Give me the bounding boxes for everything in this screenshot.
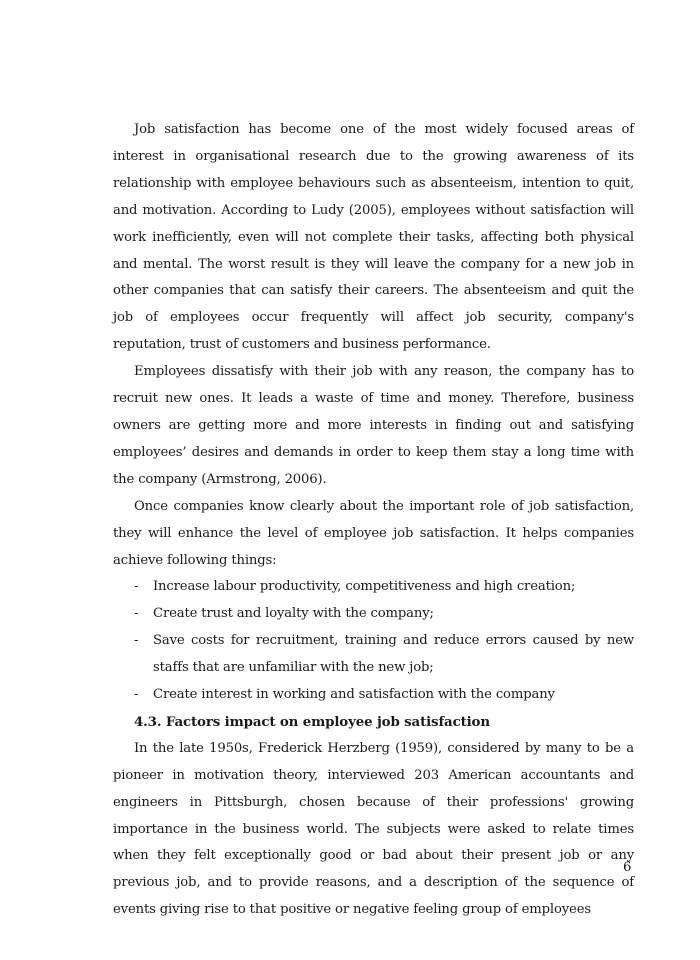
list-item-text: Create trust and loyalty with the company; [153,606,434,622]
benefits-list [113,574,634,709]
list-item-text: Create interest in working and satisfaction with the company [153,687,555,703]
bullet-dash: - [134,606,139,622]
list-item [113,682,634,709]
paragraph-employee-dissatisfaction: Employees dissatisfy with their job with any reason, the company has to recruit new ones. It leads a waste of time and money. Therefore, business owners are getting more and more interests in finding out and satisfying employees’ desires and demands in order to keep them stay a long time with the company (Armstrong, 2006). [113,364,634,487]
bullet-dash: - [134,579,139,595]
bullet-dash: - [134,633,139,649]
page-number: 6 [623,860,632,875]
list-item [113,574,634,601]
list-item-text: Increase labour productivity, competitiveness and high creation; [153,579,576,595]
list-item [113,628,634,682]
section-heading: 4.3. Factors impact on employee job satisfaction [134,713,490,730]
paragraph-job-satisfaction-intro: Job satisfaction has become one of the most widely focused areas of interest in organisational research due to the growing awareness of its relationship with employee behaviours such as absenteeism, intention to quit, and motivation. According to Ludy (2005), employees without satisfaction will work inefficiently, even will not complete their tasks, affecting both physical and mental. The worst result is they will leave the company for a new job in other companies that can satisfy their careers. The absenteeism and quit the job of employees occur frequently will affect job security, company's reputation, trust of customers and business performance. [113,122,634,353]
list-item-text: Save costs for recruitment, training and reduce errors caused by new staffs that are unfamiliar with the new job; [153,633,634,676]
paragraph-company-benefits: Once companies know clearly about the important role of job satisfaction, they will enhance the level of employee job satisfaction. It helps companies achieve following things: [113,498,634,568]
list-item [113,601,634,628]
body-text [113,117,634,924]
bullet-dash: - [134,687,139,703]
paragraph-herzberg: In the late 1950s, Frederick Herzberg (1959), considered by many to be a pioneer in motivation theory, interviewed 203 American accountants and engineers in Pittsburgh, chosen because of their professions' growing importance in the business world. The subjects were asked to relate times when they felt exceptionally good or bad about their present job or any previous job, and to provide reasons, and a description of the sequence of events giving rise to that positive or negative feeling group of employees [113,740,634,918]
